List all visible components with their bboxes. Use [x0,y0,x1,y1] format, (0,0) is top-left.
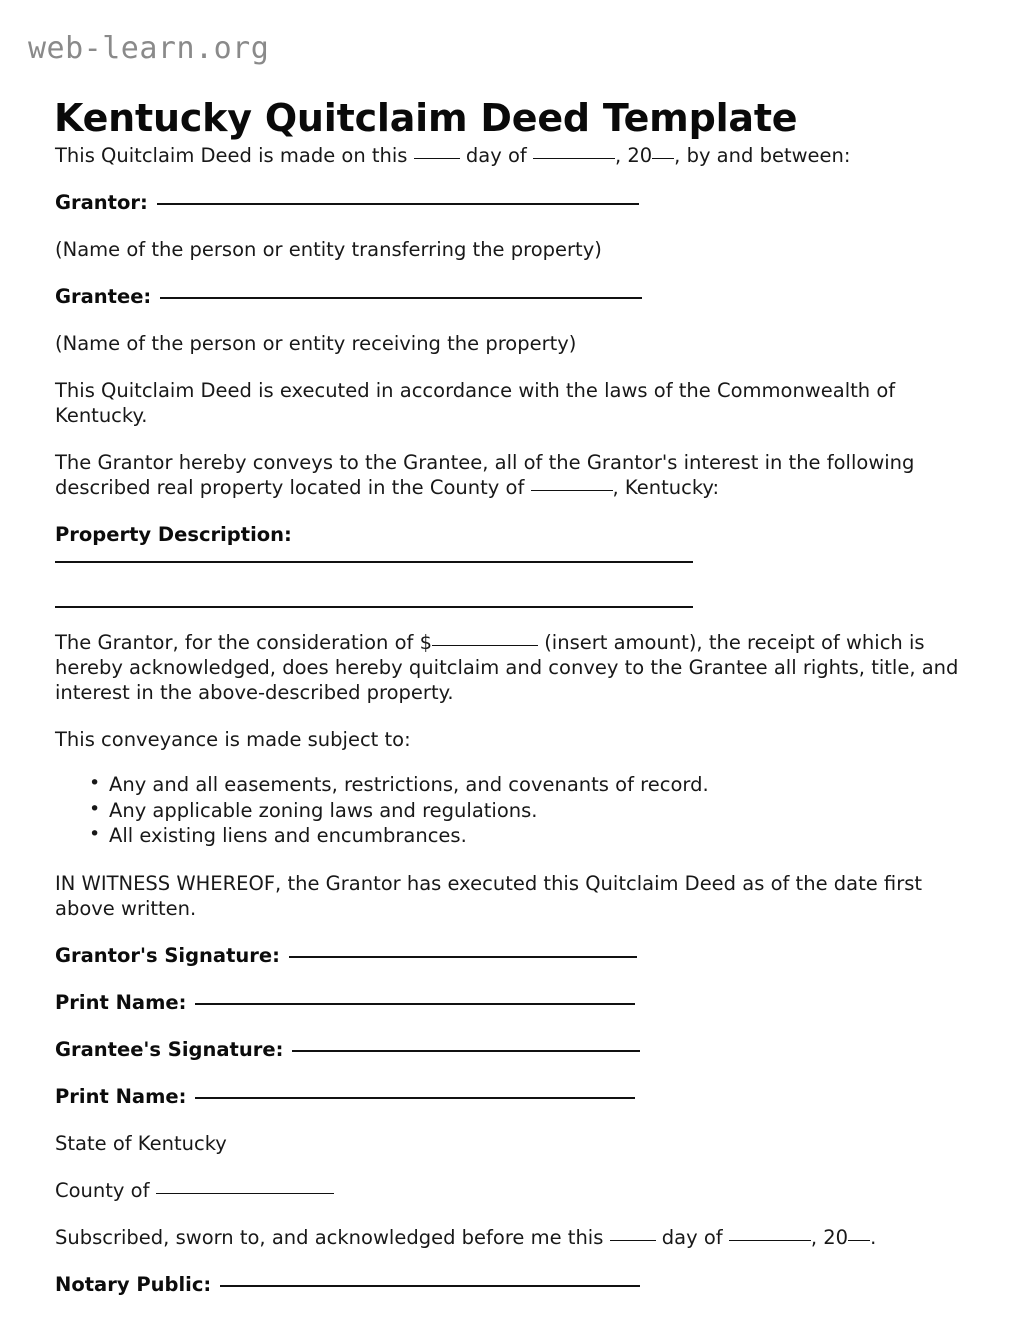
grantor-caption: (Name of the person or entity transferring the property) [55,238,602,261]
grantor-print-name-row [55,990,965,1015]
document-body [55,143,965,1319]
consideration-text-part2: (insert amount), the receipt of which is hereby acknowledged, does hereby quitclaim and convey to the Grantee all rights, title, and interest in the above-described property. [55,631,959,704]
grantor-signature-label: Grantor's Signature: [55,943,280,967]
notary-public-label: Notary Public: [55,1272,212,1296]
intro-text-part1: This Quitclaim Deed is made on this [55,144,408,167]
consideration-text-part1: The Grantor, for the consideration of $ [55,631,432,654]
intro-paragraph [55,143,965,168]
consideration-paragraph [55,630,965,705]
page-title: Kentucky Quitclaim Deed Template [54,96,798,141]
subject-list [55,772,965,849]
grantee-signature-blank[interactable] [292,1036,640,1052]
grantee-name-blank[interactable] [160,283,642,299]
grantor-signature-blank[interactable] [289,942,637,958]
notary-state-line: State of Kentucky [55,1131,227,1155]
grantor-field-row [55,190,965,215]
county-blank[interactable] [531,477,613,491]
notary-day-blank[interactable] [610,1227,656,1241]
intro-text-part3: , 20 [614,144,653,167]
grantee-field-row [55,284,965,309]
conveyance-text-part1: The Grantor hereby conveys to the Grantee, all of the Grantor's interest in the following described real property located in the County of [55,451,915,499]
subscribed-text-part3: , 20 [810,1225,849,1249]
notary-county-label: County of [55,1178,150,1202]
month-blank [533,145,615,159]
governing-law-paragraph: This Quitclaim Deed is executed in accordance with the laws of the Commonwealth of Kentucky. [55,379,896,427]
notary-month-blank[interactable] [729,1227,811,1241]
intro-text-part4: , by and between: [674,144,851,167]
grantor-label: Grantor: [55,191,148,214]
year-blank [652,145,674,159]
grantor-print-name-blank[interactable] [195,989,635,1005]
grantee-print-name-row [55,1084,965,1109]
grantee-signature-label: Grantee's Signature: [55,1037,284,1061]
subscribed-text-part2: day of [661,1225,723,1249]
list-item: • Any applicable zoning laws and regulations. [89,798,965,824]
grantee-print-name-blank[interactable] [195,1083,635,1099]
conveyance-text-part2: , Kentucky: [612,476,720,499]
list-item: • Any and all easements, restrictions, and covenants of record. [89,772,965,798]
grantee-print-name-label: Print Name: [55,1084,187,1108]
subscribed-text-part1: Subscribed, sworn to, and acknowledged before me this [55,1225,604,1249]
subject-intro-paragraph: This conveyance is made subject to: [55,728,411,751]
conveyance-paragraph [55,450,965,500]
grantor-name-blank[interactable] [157,189,639,205]
witness-paragraph: IN WITNESS WHEREOF, the Grantor has executed this Quitclaim Deed as of the date first above written. [55,871,923,920]
intro-text-part2: day of [465,144,527,167]
list-item: • All existing liens and encumbrances. [89,823,965,849]
property-description-heading: Property Description: [55,523,292,546]
consideration-amount-blank[interactable] [432,632,538,646]
grantee-label: Grantee: [55,285,152,308]
day-blank [414,145,460,159]
grantor-print-name-label: Print Name: [55,990,187,1014]
notary-county-line [55,1178,965,1203]
notary-public-signature-blank[interactable] [220,1271,640,1287]
grantee-caption: (Name of the person or entity receiving the property) [55,332,577,355]
site-watermark: web-learn.org [28,31,270,66]
grantor-signature-row [55,943,965,968]
subscribed-text-part4: . [870,1225,877,1249]
notary-year-blank[interactable] [848,1227,870,1241]
notary-county-blank[interactable] [156,1180,334,1194]
grantee-signature-row [55,1037,965,1062]
notary-subscribed-line [55,1225,965,1250]
notary-public-row [55,1272,965,1297]
property-description-line-1[interactable] [55,561,693,563]
